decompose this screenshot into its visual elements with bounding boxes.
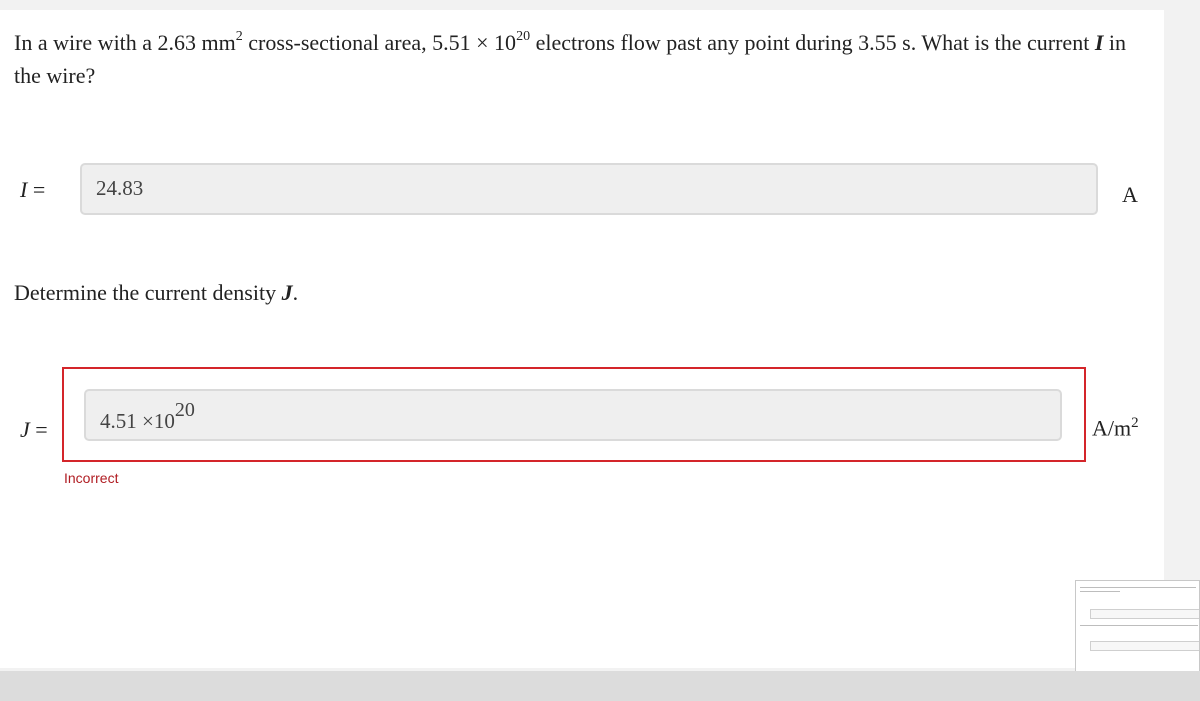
current-label: I = — [20, 177, 46, 202]
current-density-label: J = — [20, 417, 48, 442]
question-panel — [0, 10, 1164, 668]
current-density-unit: $A/m^2$ — [1092, 415, 1139, 441]
current-density-input[interactable]: $4.51 \times 10^{20}$ — [84, 389, 1062, 441]
current-density-prompt: Determine the current density J. — [14, 280, 299, 305]
incorrect-status-label: Incorrect — [64, 470, 119, 486]
current-symbol: I — [1094, 30, 1104, 55]
current-unit: A — [1122, 182, 1138, 207]
current-input[interactable]: 24.83 — [80, 163, 1098, 215]
bottom-bar — [0, 671, 1200, 701]
question-text: In a wire with a 2.63 $mm^2$ cross-sectional area, $5.51 \times 10^{20}$ electrons flow past any point during 3.55 s. What is the current I in the wire? — [14, 28, 1126, 88]
